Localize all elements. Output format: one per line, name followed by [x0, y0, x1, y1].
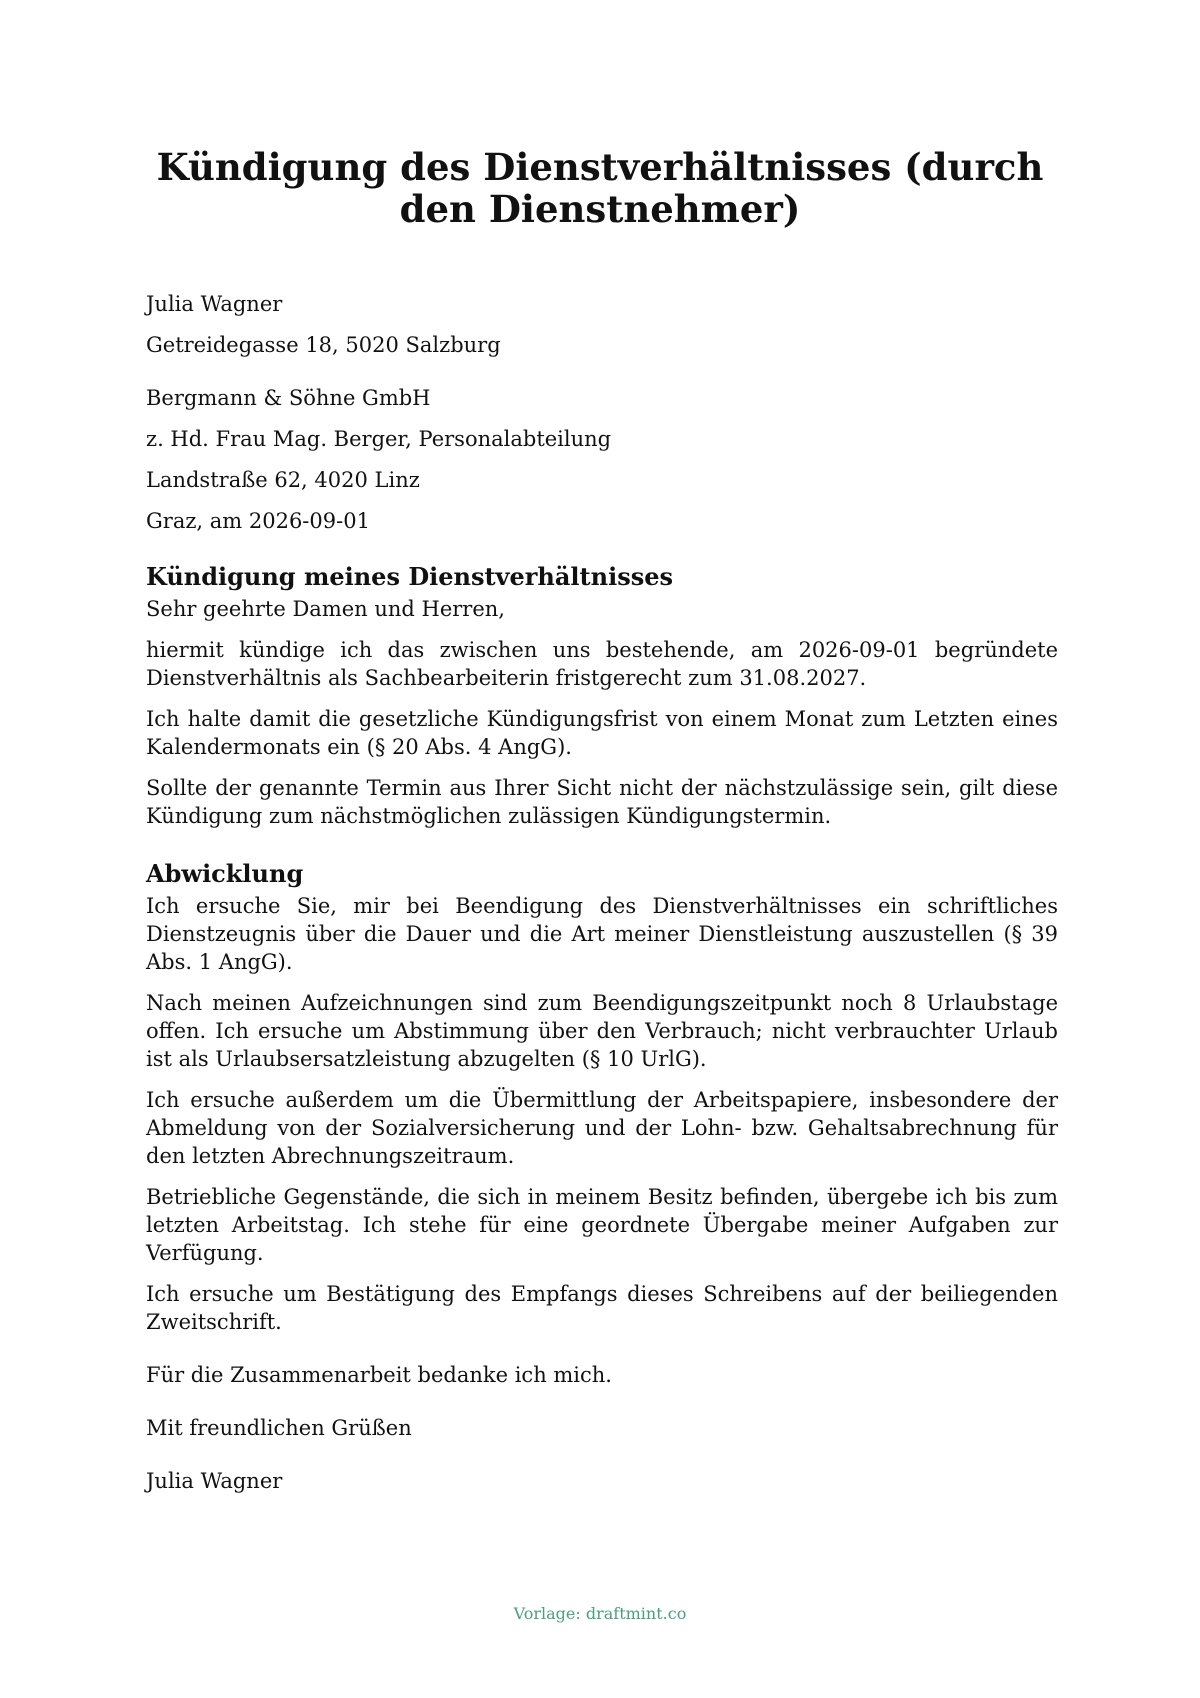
salutation: Sehr geehrte Damen und Herren,	[146, 597, 505, 621]
paragraph: Ich halte damit die gesetzliche Kündigungsfrist von einem Monat zum Letzten eines Kalendermonats ein (§ 20 Abs. 4 AngG).	[146, 707, 1058, 759]
section-heading-kuendigung: Kündigung meines Dienstverhältnisses	[146, 562, 673, 591]
paragraph: Ich ersuche Sie, mir bei Beendigung des Dienstverhältnisses ein schriftliches Dienstzeugnis über die Dauer und die Art meiner Dienstleistung auszustellen (§ 39 Abs. 1 AngG).	[146, 894, 1058, 974]
spacer	[146, 1455, 1058, 1467]
date-line: Graz, am 2026-09-01	[146, 509, 370, 533]
letter-body	[146, 290, 1058, 1508]
recipient-address: Landstraße 62, 4020 Linz	[146, 468, 420, 492]
paragraph: Sollte der genannte Termin aus Ihrer Sicht nicht der nächstzulässige sein, gilt diese Kündigung zum nächstmöglichen zulässigen Kündigungstermin.	[146, 776, 1058, 828]
paragraph: Ich ersuche außerdem um die Übermittlung der Arbeitspapiere, insbesondere der Abmeldung von der Sozialversicherung und der Lohn- bzw. Gehaltsabrechnung für den letzten Abrechnungszeitraum.	[146, 1088, 1058, 1168]
recipient-attention: z. Hd. Frau Mag. Berger, Personalabteilung	[146, 427, 612, 451]
section-heading-abwicklung: Abwicklung	[146, 859, 304, 888]
spacer	[146, 1349, 1058, 1361]
recipient-block	[146, 384, 1058, 494]
closing-greeting: Mit freundlichen Grüßen	[146, 1416, 412, 1440]
signature-name: Julia Wagner	[146, 1469, 283, 1493]
template-footer: Vorlage: draftmint.co	[513, 1604, 687, 1623]
spacer	[146, 1402, 1058, 1414]
paragraph: hiermit kündige ich das zwischen uns bestehende, am 2026-09-01 begründete Dienstverhältnis als Sachbearbeiterin fristgerecht zum 31.08.2027.	[146, 638, 1058, 690]
paragraph: Ich ersuche um Bestätigung des Empfangs dieses Schreibens auf der beiliegenden Zweitschrift.	[146, 1282, 1058, 1334]
paragraph: Betriebliche Gegenstände, die sich in meinem Besitz befinden, übergebe ich bis zum letzten Arbeitstag. Ich stehe für eine geordnete Übergabe meiner Aufgaben zur Verfügung.	[146, 1185, 1058, 1265]
paragraph: Nach meinen Aufzeichnungen sind zum Beendigungszeitpunkt noch 8 Urlaubstage offen. Ich ersuche um Abstimmung über den Verbrauch; nicht verbrauchter Urlaub ist als Urlaubsersatzleistung abzugelten (§ 10 UrlG).	[146, 991, 1058, 1071]
document-title: Kündigung des Dienstverhältnisses (durch den Dienstnehmer)	[156, 145, 1044, 231]
recipient-company: Bergmann & Söhne GmbH	[146, 386, 431, 410]
sender-name: Julia Wagner	[146, 292, 283, 316]
sender-block	[146, 290, 1058, 359]
closing-thanks: Für die Zusammenarbeit bedanke ich mich.	[146, 1363, 612, 1387]
sender-address: Getreidegasse 18, 5020 Salzburg	[146, 333, 501, 357]
spacer	[146, 372, 1058, 384]
